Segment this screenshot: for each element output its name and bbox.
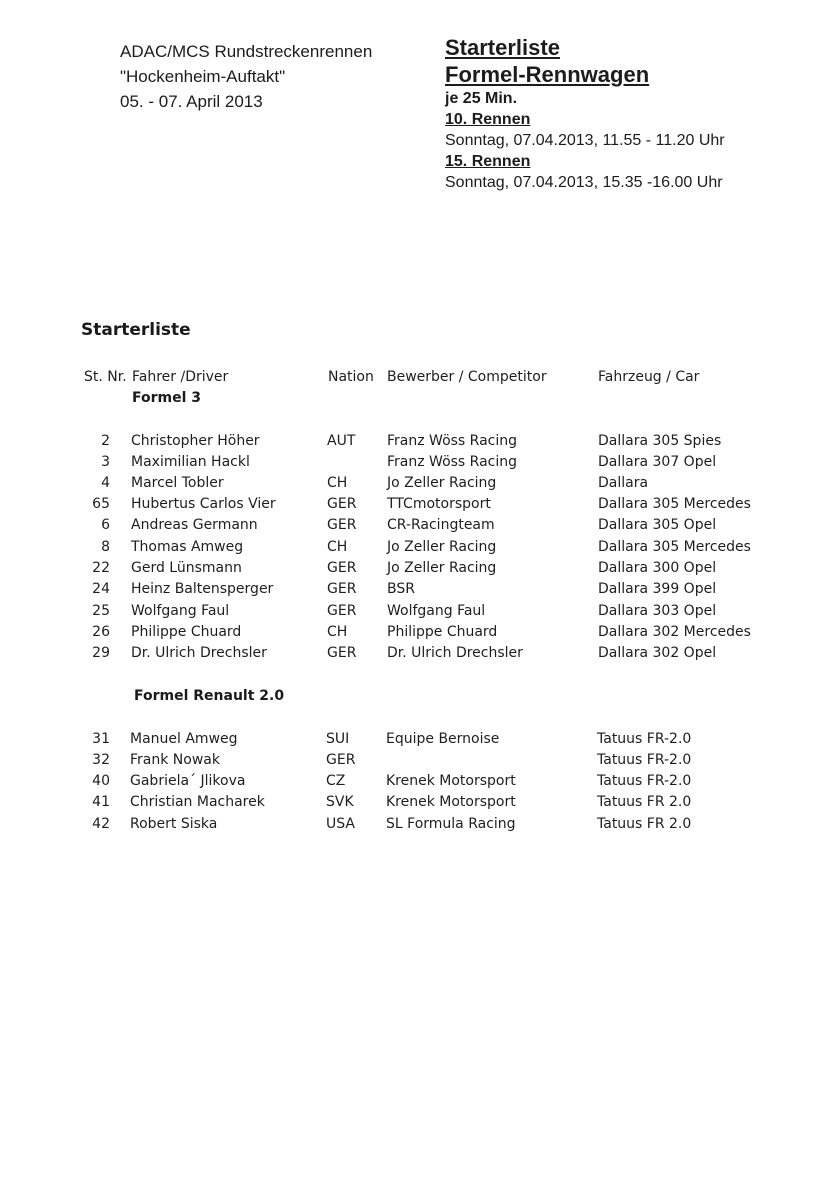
driver-name: Wolfgang Faul bbox=[131, 603, 230, 619]
group-label-formel-renault: Formel Renault 2.0 bbox=[134, 688, 285, 704]
start-number: 6 bbox=[101, 517, 110, 533]
table-row bbox=[0, 622, 825, 643]
nation: GER bbox=[327, 517, 357, 533]
competitor: Philippe Chuard bbox=[387, 624, 498, 640]
car: Dallara 305 Mercedes bbox=[598, 539, 751, 555]
car: Tatuus FR-2.0 bbox=[597, 752, 692, 768]
start-number: 24 bbox=[92, 581, 110, 597]
competitor: Krenek Motorsport bbox=[386, 794, 516, 810]
start-number: 22 bbox=[92, 560, 110, 576]
driver-name: Maximilian Hackl bbox=[131, 454, 250, 470]
car: Dallara 300 Opel bbox=[598, 560, 717, 576]
start-number: 29 bbox=[92, 645, 110, 661]
car: Tatuus FR-2.0 bbox=[597, 731, 692, 747]
driver-name: Thomas Amweg bbox=[131, 539, 244, 555]
competitor: Equipe Bernoise bbox=[386, 731, 500, 747]
start-number: 65 bbox=[92, 496, 110, 512]
race2-label: 15. Rennen bbox=[445, 153, 531, 170]
car: Dallara 302 Mercedes bbox=[598, 624, 751, 640]
table-row bbox=[0, 431, 825, 452]
competitor: Dr. Ulrich Drechsler bbox=[387, 645, 523, 661]
car: Tatuus FR 2.0 bbox=[597, 794, 692, 810]
car: Dallara 399 Opel bbox=[598, 581, 717, 597]
start-number: 8 bbox=[101, 539, 110, 555]
car: Dallara 305 Opel bbox=[598, 517, 717, 533]
section-title: Starterliste bbox=[81, 320, 191, 340]
nation: GER bbox=[327, 603, 357, 619]
driver-name: Christopher Höher bbox=[131, 433, 260, 449]
nation: AUT bbox=[327, 433, 356, 449]
driver-name: Gerd Lünsmann bbox=[131, 560, 242, 576]
start-number: 31 bbox=[92, 731, 110, 747]
race-header bbox=[445, 34, 725, 193]
column-header-nation: Nation bbox=[328, 369, 374, 385]
column-header-fahrer: Fahrer /Driver bbox=[132, 369, 229, 385]
table-row bbox=[0, 792, 825, 813]
driver-name: Christian Macharek bbox=[130, 794, 265, 810]
competitor: Krenek Motorsport bbox=[386, 773, 516, 789]
car: Dallara 303 Opel bbox=[598, 603, 717, 619]
document-subtitle: Formel-Rennwagen bbox=[445, 62, 650, 87]
driver-name: Andreas Germann bbox=[131, 517, 258, 533]
column-header-nr: St. Nr. bbox=[84, 369, 127, 385]
event-name: "Hockenheim-Auftakt" bbox=[120, 67, 286, 86]
car: Tatuus FR-2.0 bbox=[597, 773, 692, 789]
race1-time: Sonntag, 07.04.2013, 11.55 - 11.20 Uhr bbox=[445, 132, 725, 149]
nation: CH bbox=[327, 475, 348, 491]
competitor: Jo Zeller Racing bbox=[387, 475, 497, 491]
driver-name: Dr. Ulrich Drechsler bbox=[131, 645, 267, 661]
car: Dallara 305 Mercedes bbox=[598, 496, 751, 512]
start-number: 4 bbox=[101, 475, 110, 491]
document-title: Starterliste bbox=[445, 35, 560, 60]
start-number: 25 bbox=[92, 603, 110, 619]
table-row bbox=[0, 579, 825, 600]
race-duration: je 25 Min. bbox=[445, 90, 518, 107]
race2-time: Sonntag, 07.04.2013, 15.35 -16.00 Uhr bbox=[445, 174, 723, 191]
start-number: 26 bbox=[92, 624, 110, 640]
competitor: CR-Racingteam bbox=[387, 517, 495, 533]
start-number: 2 bbox=[101, 433, 110, 449]
nation: GER bbox=[327, 645, 357, 661]
car: Dallara 302 Opel bbox=[598, 645, 717, 661]
nation: CH bbox=[327, 624, 348, 640]
car: Dallara 307 Opel bbox=[598, 454, 717, 470]
start-number: 32 bbox=[92, 752, 110, 768]
nation: SVK bbox=[326, 794, 354, 810]
table-row bbox=[0, 814, 825, 835]
car: Tatuus FR 2.0 bbox=[597, 816, 692, 832]
table-row bbox=[0, 473, 825, 494]
nation: GER bbox=[327, 581, 357, 597]
driver-name: Manuel Amweg bbox=[130, 731, 238, 747]
table-row bbox=[0, 729, 825, 750]
driver-name: Marcel Tobler bbox=[131, 475, 224, 491]
group-label-formel3: Formel 3 bbox=[132, 390, 202, 406]
competitor: Jo Zeller Racing bbox=[387, 539, 497, 555]
driver-name: Frank Nowak bbox=[130, 752, 220, 768]
driver-name: Heinz Baltensperger bbox=[131, 581, 274, 597]
nation: SUI bbox=[326, 731, 350, 747]
driver-name: Hubertus Carlos Vier bbox=[131, 496, 276, 512]
competitor: TTCmotorsport bbox=[387, 496, 491, 512]
race1-label: 10. Rennen bbox=[445, 111, 531, 128]
nation: CH bbox=[327, 539, 348, 555]
nation: CZ bbox=[326, 773, 346, 789]
driver-name: Robert Siska bbox=[130, 816, 218, 832]
driver-name: Philippe Chuard bbox=[131, 624, 242, 640]
competitor: Wolfgang Faul bbox=[387, 603, 486, 619]
car: Dallara bbox=[598, 475, 649, 491]
event-dates: 05. - 07. April 2013 bbox=[120, 92, 263, 111]
competitor: Jo Zeller Racing bbox=[387, 560, 497, 576]
table-row bbox=[0, 643, 825, 664]
table-row bbox=[0, 537, 825, 558]
table-row bbox=[0, 558, 825, 579]
competitor: SL Formula Racing bbox=[386, 816, 516, 832]
table-row bbox=[0, 771, 825, 792]
competitor: Franz Wöss Racing bbox=[387, 454, 518, 470]
start-number: 41 bbox=[92, 794, 110, 810]
nation: USA bbox=[326, 816, 355, 832]
event-series: ADAC/MCS Rundstreckenrennen bbox=[120, 42, 373, 61]
table-row bbox=[0, 452, 825, 473]
competitor: Franz Wöss Racing bbox=[387, 433, 518, 449]
competitor: BSR bbox=[387, 581, 415, 597]
start-number: 3 bbox=[101, 454, 110, 470]
table-row bbox=[0, 494, 825, 515]
start-number: 40 bbox=[92, 773, 110, 789]
nation: GER bbox=[327, 560, 357, 576]
column-header-fahrzeug: Fahrzeug / Car bbox=[598, 369, 700, 385]
table-row bbox=[0, 515, 825, 536]
column-header-bewerber: Bewerber / Competitor bbox=[387, 369, 547, 385]
event-header bbox=[120, 39, 372, 114]
table-row bbox=[0, 750, 825, 771]
car: Dallara 305 Spies bbox=[598, 433, 722, 449]
nation: GER bbox=[326, 752, 356, 768]
table-row bbox=[0, 601, 825, 622]
driver-name: Gabriela´ Jlikova bbox=[130, 773, 246, 789]
start-number: 42 bbox=[92, 816, 110, 832]
nation: GER bbox=[327, 496, 357, 512]
